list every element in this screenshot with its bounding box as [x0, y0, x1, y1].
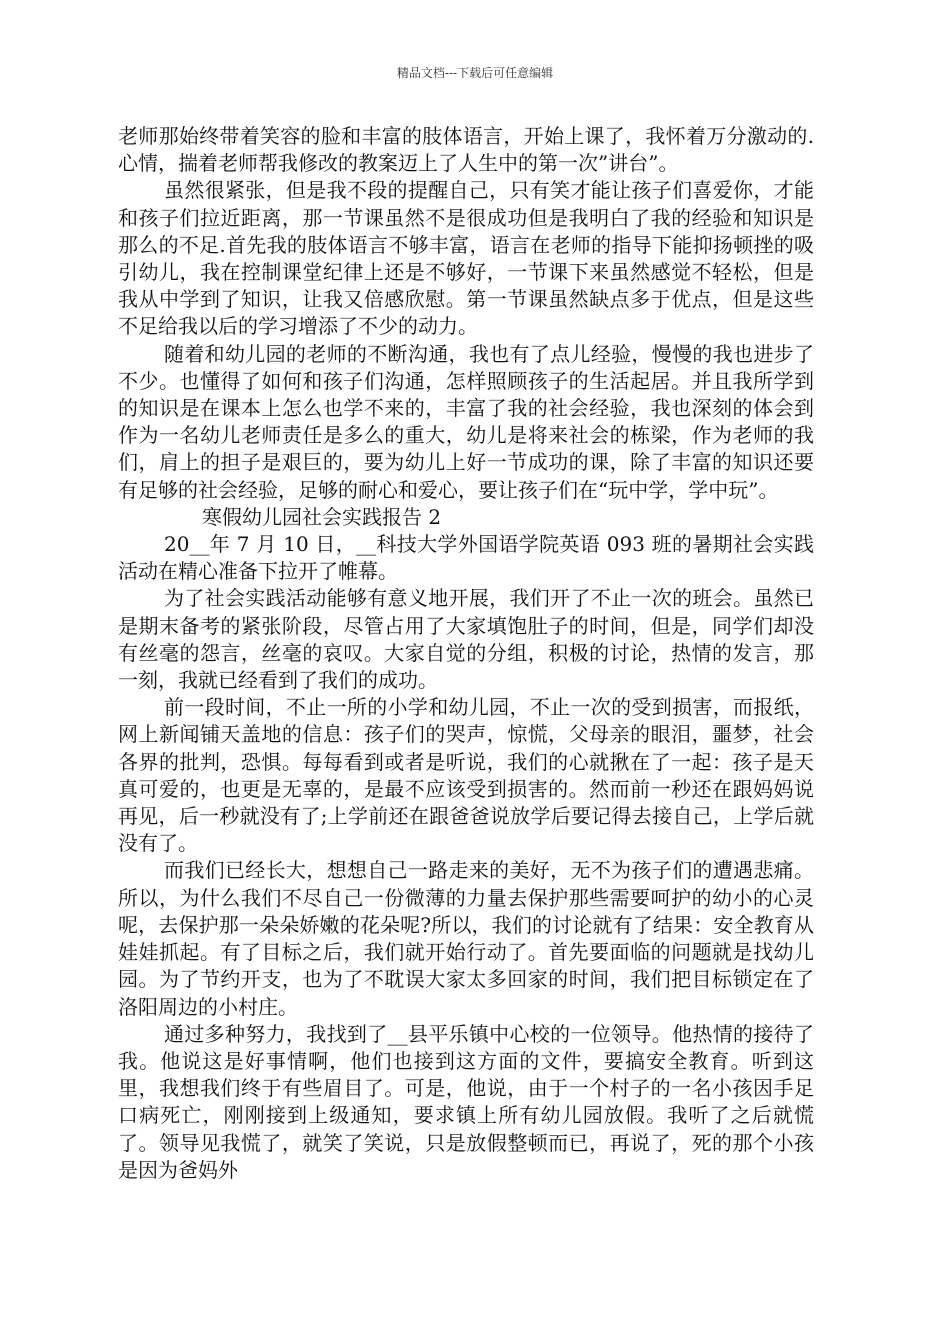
paragraph: 虽然很紧张，但是我不段的提醒自己，只有笑才能让孩子们喜爱你，才能和孩子们拉近距离，那一节课虽然不是很成功但是我明白了我的经验和知识是那么的不足.首先我的肢体语言不够丰富，语言在老师的指导下能抑扬顿挫的吸引幼儿，我在控制课堂纪律上还是不够好，一节课下来虽然感觉不轻松，但是我从中学到了知识，让我又倍感欣慰。第一节课虽然缺点多于优点，但是这些不足给我以后的学习增添了不少的动力。: [118, 178, 814, 339]
paragraph: 通过多种努力，我找到了__县平乐镇中心校的一位领导。他热情的接待了我。他说这是好事情啊，他们也接到这方面的文件，要搞安全教育。听到这里，我想我们终于有些眉目了。可是，他说，由于一个村子的一名小孩因手足口病死亡，刚刚接到上级通知，要求镇上所有幼儿园放假。我听了之后就慌了。领导见我慌了，就笑了笑说，只是放假整顿而已，再说了，死的那个小孩是因为爸妈外: [118, 1021, 814, 1182]
paragraph: 老师那始终带着笑容的脸和丰富的肢体语言，开始上课了，我怀着万分激动的.心情，揣着老师帮我修改的教案迈上了人生中的第一次”讲台”。: [118, 124, 814, 176]
paragraph: 前一段时间，不止一所的小学和幼儿园，不止一次的受到损害，而报纸，网上新闻铺天盖地的信息：孩子们的哭声，惊慌，父母亲的眼泪，噩梦，社会各界的批判，恐惧。每每看到或者是听说，我们的心就揪在了一起：孩子是天真可爱的，也更是无辜的，是最不应该受到损害的。然而前一秒还在跟妈妈说再见，后一秒就没有了;上学前还在跟爸爸说放学后要记得去接自己，上学后就没有了。: [118, 695, 814, 856]
section-title: 寒假幼儿园社会实践报告 2: [202, 504, 442, 529]
paragraph: 随着和幼儿园的老师的不断沟通，我也有了点儿经验，慢慢的我也进步了不少。也懂得了如何和孩子们沟通，怎样照顾孩子的生活起居。并且我所学到的知识是在课本上怎么也学不来的，丰富了我的社会经验，我也深刻的体会到作为一名幼儿老师责任是多么的重大，幼儿是将来社会的栋梁，作为老师的我们，肩上的担子是艰巨的，要为幼儿上好一节成功的课，除了丰富的知识还要有足够的社会经验，足够的耐心和爱心，要让孩子们在“玩中学，学中玩”。: [118, 341, 814, 502]
paragraph: 而我们已经长大，想想自己一路走来的美好，无不为孩子们的遭遇悲痛。所以，为什么我们不尽自己一份微薄的力量去保护那些需要呵护的幼小的心灵呢，去保护那一朵朵娇嫩的花朵呢?所以，我们的讨论就有了结果：安全教育从娃娃抓起。有了目标之后，我们就开始行动了。首先要面临的问题就是找幼儿园。为了节约开支，也为了不耽误大家太多回家的时间，我们把目标锁定在了洛阳周边的小村庄。: [118, 858, 814, 1019]
page-header: 精品文档---下载后可任意编辑: [396, 66, 554, 80]
paragraph: 为了社会实践活动能够有意义地开展，我们开了不止一次的班会。虽然已是期末备考的紧张阶段，尽管占用了大家填饱肚子的时间，但是，同学们却没有丝毫的怨言，丝毫的哀叹。大家自觉的分组，积极的讨论，热情的发言，那一刻，我就已经看到了我们的成功。: [118, 586, 814, 693]
paragraph: 20__年 7 月 10 日，__科技大学外国语学院英语 093 班的暑期社会实践活动在精心准备下拉开了帷幕。: [118, 532, 814, 584]
document-body: [118, 123, 814, 1184]
